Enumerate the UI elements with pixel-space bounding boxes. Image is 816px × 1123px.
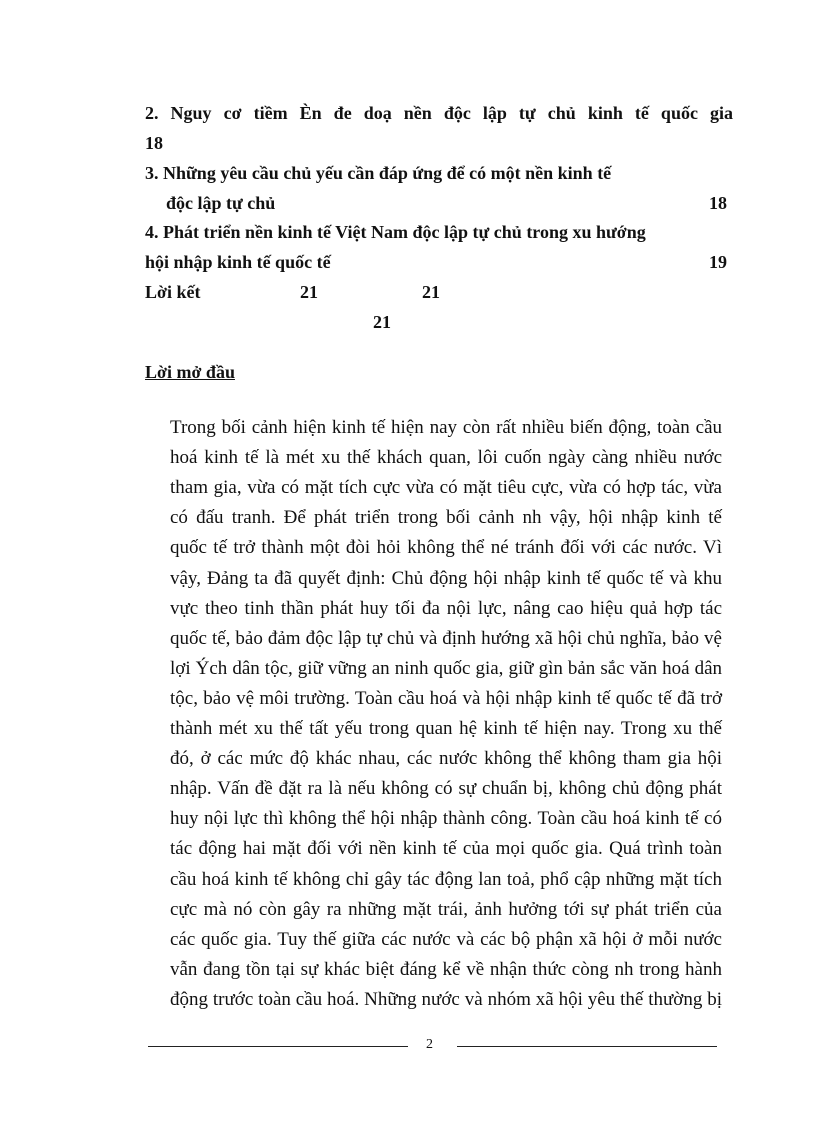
body-line: cầu hoá kinh tế không chỉ gây tác động lan toả, phổ cập những mặt tích (170, 868, 722, 890)
toc-item-3: 3. Những yêu cầu chủ yếu cần đáp ứng để có một nền kinh tế (145, 163, 612, 183)
footer-rule-left (148, 1046, 408, 1047)
section-heading: Lời mở đầu (145, 362, 235, 382)
toc-item-3-page: 18 (709, 193, 727, 213)
body-line: Trong bối cảnh hiện kinh tế hiện nay còn rất nhiều biến động, toàn cầu (170, 417, 722, 438)
toc-item-2: 2. Nguy cơ tiềm Èn đe doạ nền độc lập tự chủ kinh tế quốc gia (145, 103, 733, 123)
body-line: đó, ở các mức độ khác nhau, các nước không thể không tham gia hội (170, 748, 722, 770)
body-line: vực theo tinh thần phát huy tối đa nội lực, nâng cao hiệu quả hợp tác (170, 597, 722, 619)
page-number: 2 (426, 1037, 433, 1052)
body-line: quốc tế, bảo đảm độc lập tự chủ và định hướng xã hội chủ nghĩa, bảo vệ (170, 627, 722, 649)
toc-loiket: Lời kết (145, 282, 201, 302)
body-line: tham gia, vừa có mặt tích cực vừa có mặt tiêu cực, vừa có hợp tác, vừa (170, 477, 722, 499)
body-line: tác động hai mặt đối với nền kinh tế của mọi quốc gia. Quá trình toàn (170, 838, 722, 860)
body-line: các quốc gia. Tuy thế giữa các nước và các bộ phận xã hội ở mỗi nước (170, 928, 722, 950)
toc-item-4-page: 19 (709, 252, 727, 272)
body-line: tộc, bảo vệ môi trường. Toàn cầu hoá và hội nhập kinh tế quốc tế đã trở (170, 687, 722, 709)
toc-item-2-page: 18 (145, 133, 163, 153)
body-line: hoá kinh tế là mét xu thế khách quan, lôi cuốn ngày càng nhiều nước (170, 447, 722, 469)
toc-loiket-page: 21 (373, 312, 391, 332)
body-line: cực mà nó còn gây ra những mặt trái, ảnh hưởng tới sự phát triển của (170, 898, 722, 920)
toc-item-3-cont: độc lập tự chủ (166, 193, 276, 213)
toc-loiket-page: 21 (300, 282, 318, 302)
toc-item-4-cont: hội nhập kinh tế quốc tế (145, 252, 331, 272)
toc-item-4: 4. Phát triển nền kinh tế Việt Nam độc lập tự chủ trong xu hướng (145, 222, 646, 242)
body-line: có đấu tranh. Để phát triển trong bối cảnh nh vậy, hội nhập kinh tế (170, 507, 722, 529)
body-line: động trước toàn cầu hoá. Những nước và nhóm xã hội yêu thế thường bị (170, 988, 722, 1010)
body-line: huy nội lực thì không thể hội nhập thành công. Toàn cầu hoá kinh tế có (170, 808, 722, 830)
body-line: vậy, Đảng ta đã quyết định: Chủ động hội nhập kinh tế quốc tế và khu (170, 567, 722, 589)
body-line: quốc tế trở thành một đòi hỏi không thể né tránh đối với các nước. Vì (170, 537, 722, 559)
body-line: vẫn đang tồn tại sự khác biệt đáng kể về nhận thức còng nh trong hành (170, 958, 722, 980)
footer-rule-right (457, 1046, 717, 1047)
body-line: thành mét xu thế tất yếu trong quan hệ kinh tế hiện nay. Trong xu thế (170, 718, 722, 739)
body-line: lợi Ých dân tộc, giữ vững an ninh quốc gia, giữ gìn bản sắc văn hoá dân (170, 657, 722, 679)
toc-loiket-page: 21 (422, 282, 440, 302)
body-line: nhập. Vấn đề đặt ra là nếu không có sự chuẩn bị, không chủ động phát (170, 778, 722, 800)
